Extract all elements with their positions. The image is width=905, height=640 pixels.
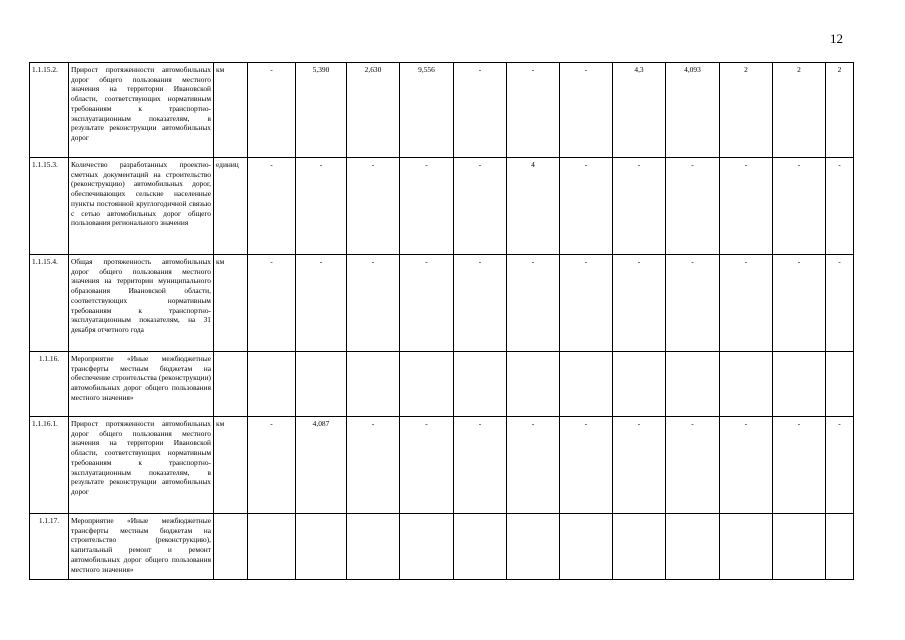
value-cell: - <box>826 255 854 352</box>
value-cell: - <box>248 417 296 514</box>
value-cell <box>666 514 720 580</box>
value-cell: - <box>248 255 296 352</box>
value-cell <box>248 514 296 580</box>
value-cell <box>826 514 854 580</box>
value-cell <box>720 352 773 417</box>
row-description: Мероприятие «Иные межбюджетные трансферты местным бюджетам на обеспечение строительства (реконструкции) автомобильных дорог общего пользования местного значения» <box>69 352 214 417</box>
table-row <box>30 514 854 580</box>
value-cell <box>560 352 613 417</box>
row-code: 1.1.15.4. <box>30 255 69 352</box>
value-cell <box>826 352 854 417</box>
row-description: Количество разработанных проектно-сметных документаций на строительство (реконструкцию) автомобильных дорог, обеспечивающих сельские населенные пункты постоянной круглогодичной связью с сетью автомобильных дорог общего пользования регионального значения <box>69 158 214 255</box>
value-cell: - <box>507 255 560 352</box>
value-cell: - <box>400 255 454 352</box>
value-cell: 4 <box>507 158 560 255</box>
value-cell: 4,087 <box>296 417 347 514</box>
value-cell <box>507 352 560 417</box>
table-row <box>30 255 854 352</box>
row-unit: км <box>214 417 248 514</box>
value-cell: 4,3 <box>613 63 666 158</box>
value-cell: - <box>613 158 666 255</box>
row-code: 1.1.15.2. <box>30 63 69 158</box>
value-cell: - <box>296 158 347 255</box>
value-cell: - <box>347 417 400 514</box>
value-cell <box>248 352 296 417</box>
value-cell: - <box>720 255 773 352</box>
value-cell <box>347 352 400 417</box>
value-cell <box>720 514 773 580</box>
row-description: Общая протяженность автомобильных дорог общего пользования местного значения на территории муниципального образования Ивановской области, соответствующих нормативным требованиям к транспортно-эксплуатационным показателям, на 31 декабря отчетного года <box>69 255 214 352</box>
row-unit: км <box>214 255 248 352</box>
value-cell: 5,390 <box>296 63 347 158</box>
value-cell: - <box>560 63 613 158</box>
row-description: Мероприятие «Иные межбюджетные трансферты местным бюджетам на строительство (реконструкцию), капитальный ремонт и ремонт автомобильных дорог общего пользования местного значения» <box>69 514 214 580</box>
row-unit: единиц <box>214 158 248 255</box>
table-row <box>30 63 854 158</box>
table-row <box>30 417 854 514</box>
value-cell <box>560 514 613 580</box>
value-cell <box>454 514 507 580</box>
value-cell: - <box>507 63 560 158</box>
value-cell <box>773 352 826 417</box>
value-cell: 2 <box>826 63 854 158</box>
value-cell <box>613 352 666 417</box>
value-cell: - <box>560 158 613 255</box>
value-cell <box>400 352 454 417</box>
value-cell: - <box>454 63 507 158</box>
table-row <box>30 158 854 255</box>
value-cell: - <box>613 417 666 514</box>
row-code: 1.1.15.3. <box>30 158 69 255</box>
value-cell <box>347 514 400 580</box>
row-code: 1.1.17. <box>30 514 69 580</box>
value-cell <box>773 514 826 580</box>
row-description: Прирост протяженности автомобильных дорог общего пользования местного значения на территории Ивановской области, соответствующих нормативным требованиям к транспортно-эксплуатационным показателям, в результате реконструкции автомобильных дорог <box>69 417 214 514</box>
value-cell <box>507 514 560 580</box>
value-cell: 2 <box>720 63 773 158</box>
value-cell: - <box>248 63 296 158</box>
value-cell: 2 <box>773 63 826 158</box>
value-cell: - <box>560 255 613 352</box>
value-cell: - <box>454 255 507 352</box>
value-cell: - <box>720 417 773 514</box>
value-cell <box>296 514 347 580</box>
value-cell <box>400 514 454 580</box>
value-cell: - <box>666 158 720 255</box>
value-cell: - <box>826 158 854 255</box>
value-cell: - <box>347 158 400 255</box>
value-cell: - <box>454 417 507 514</box>
value-cell <box>613 514 666 580</box>
table-row <box>30 352 854 417</box>
row-unit <box>214 352 248 417</box>
value-cell: - <box>613 255 666 352</box>
value-cell: - <box>248 158 296 255</box>
page-number: 12 <box>830 31 843 46</box>
value-cell: - <box>773 255 826 352</box>
value-cell: - <box>773 417 826 514</box>
value-cell: - <box>666 255 720 352</box>
value-cell: - <box>507 417 560 514</box>
value-cell: 9,556 <box>400 63 454 158</box>
row-description: Прирост протяженности автомобильных дорог общего пользования местного значения на территории Ивановской области, соответствующих нормативным требованиям к транспортно-эксплуатационным показателям, в результате реконструкции автомобильных дорог <box>69 63 214 158</box>
value-cell <box>454 352 507 417</box>
value-cell: 4,093 <box>666 63 720 158</box>
value-cell: - <box>296 255 347 352</box>
value-cell: - <box>826 417 854 514</box>
value-cell: - <box>454 158 507 255</box>
row-code: 1.1.16. <box>30 352 69 417</box>
indicator-table <box>29 62 854 580</box>
value-cell: - <box>720 158 773 255</box>
value-cell: 2,630 <box>347 63 400 158</box>
row-unit: км <box>214 63 248 158</box>
row-unit <box>214 514 248 580</box>
value-cell <box>296 352 347 417</box>
value-cell: - <box>666 417 720 514</box>
value-cell <box>666 352 720 417</box>
value-cell: - <box>400 417 454 514</box>
value-cell: - <box>560 417 613 514</box>
value-cell: - <box>773 158 826 255</box>
value-cell: - <box>400 158 454 255</box>
row-code: 1.1.16.1. <box>30 417 69 514</box>
value-cell: - <box>347 255 400 352</box>
